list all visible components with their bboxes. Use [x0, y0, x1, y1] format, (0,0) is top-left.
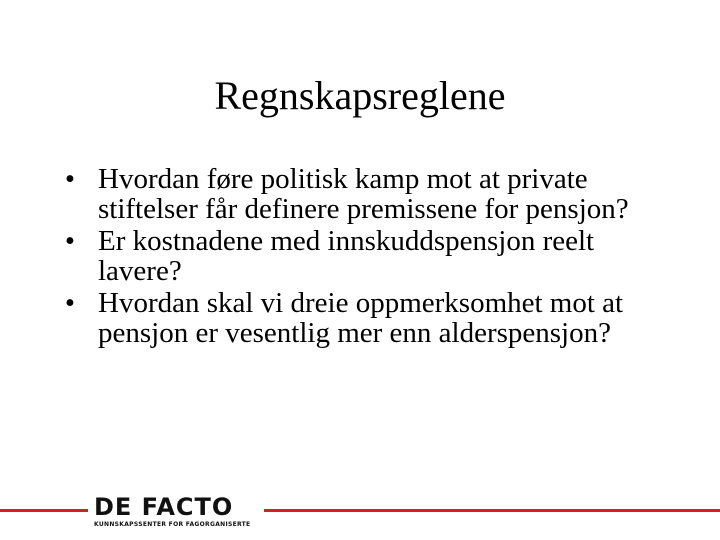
- bullet-marker: •: [64, 287, 76, 319]
- bullet-item: [60, 288, 680, 348]
- de-facto-logo: [88, 494, 264, 532]
- logo-name: DE FACTO: [94, 493, 234, 521]
- bullet-list: [60, 164, 680, 350]
- bullet-item: [60, 226, 680, 286]
- bullet-text: Hvordan føre politisk kamp mot at private stiftelser får definere premissene for pensjon?: [98, 163, 629, 225]
- slide-title: Regnskapsreglene: [214, 73, 506, 118]
- logo-tagline: KUNNSKAPSSENTER FOR FAGORGANISERTE: [94, 521, 251, 528]
- bullet-text: Er kostnadene med innskuddspensjon reelt lavere?: [98, 225, 595, 287]
- bullet-marker: •: [64, 225, 76, 257]
- bullet-marker: •: [64, 163, 76, 195]
- bullet-text: Hvordan skal vi dreie oppmerksomhet mot at pensjon er vesentlig mer enn alderspensjon?: [98, 287, 624, 349]
- footer: [0, 488, 720, 540]
- bullet-item: [60, 164, 680, 224]
